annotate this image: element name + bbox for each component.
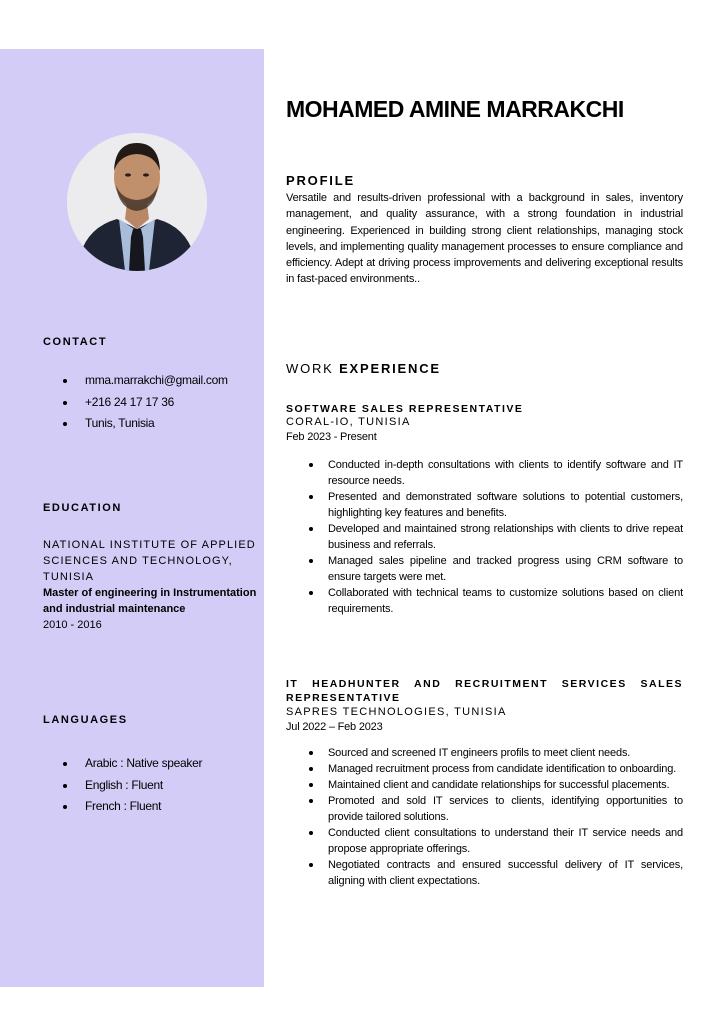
contact-heading: CONTACT — [43, 336, 108, 348]
location-item: Tunis, Tunisia — [63, 413, 228, 435]
job-dates: Jul 2022 – Feb 2023 — [286, 721, 383, 733]
language-item: English : Fluent — [63, 775, 202, 797]
job-bullet: Sourced and screened IT engineers profils to meet client needs. — [306, 745, 683, 761]
language-item: French : Fluent — [63, 796, 202, 818]
contact-list — [63, 370, 228, 435]
job-responsibilities — [306, 745, 683, 889]
work-heading-bold: EXPERIENCE — [339, 361, 441, 376]
job-company: CORAL-IO, TUNISIA — [286, 416, 411, 428]
email-item: mma.marrakchi@gmail.com — [63, 370, 228, 392]
candidate-name: MOHAMED AMINE MARRAKCHI — [286, 96, 624, 122]
work-heading-light: WORK — [286, 361, 334, 376]
profile-summary: Versatile and results-driven professional with a background in sales, inventory management, and quality assurance, with a strong foundation in industrial engineering. Experienced in building strong client relationships, managing stock levels, and implementing quality management processes to ensure compliance and efficiency. Adept at driving process improvements and delivering exceptional results in fast-paced environments.. — [286, 192, 683, 286]
languages-heading: LANGUAGES — [43, 714, 128, 726]
phone-item: +216 24 17 17 36 — [63, 392, 228, 414]
job-bullet: Conducted client consultations to understand their IT service needs and propose appropriate offerings. — [306, 825, 683, 857]
work-experience-heading — [286, 361, 441, 376]
job-bullet: Managed sales pipeline and tracked progress using CRM software to ensure targets were met. — [306, 553, 683, 585]
job-dates: Feb 2023 - Present — [286, 431, 377, 443]
job-company: SAPRES TECHNOLOGIES, TUNISIA — [286, 706, 507, 718]
education-institution: NATIONAL INSTITUTE OF APPLIED SCIENCES AND TECHNOLOGY, TUNISIA — [43, 539, 256, 583]
job-bullet: Conducted in-depth consultations with clients to identify software and IT resource needs. — [306, 457, 683, 489]
education-degree: Master of engineering in Instrumentation and industrial maintenance — [43, 587, 257, 615]
sidebar — [0, 49, 264, 987]
job-bullet: Collaborated with technical teams to customize solutions based on client requirements. — [306, 585, 683, 617]
profile-heading: PROFILE — [286, 173, 355, 188]
education-heading: EDUCATION — [43, 502, 122, 514]
job-title: SOFTWARE SALES REPRESENTATIVE — [286, 403, 524, 415]
job-responsibilities — [306, 457, 683, 617]
languages-list — [63, 753, 202, 818]
job-bullet: Developed and maintained strong relationships with clients to drive repeat business and referrals. — [306, 521, 683, 553]
job-bullet: Managed recruitment process from candidate identification to onboarding. — [306, 761, 683, 777]
education-years: 2010 - 2016 — [43, 619, 102, 631]
job-bullet: Maintained client and candidate relationships for successful placements. — [306, 777, 683, 793]
job-bullet: Promoted and sold IT services to clients, identifying opportunities to provide tailored solutions. — [306, 793, 683, 825]
language-item: Arabic : Native speaker — [63, 753, 202, 775]
education-block — [43, 537, 258, 633]
avatar — [67, 133, 207, 271]
job-bullet: Negotiated contracts and ensured successful delivery of IT services, aligning with client expectations. — [306, 857, 683, 889]
job-bullet: Presented and demonstrated software solutions to potential customers, highlighting key features and benefits. — [306, 489, 683, 521]
profile-photo-image — [67, 133, 207, 271]
job-title: IT HEADHUNTER AND RECRUITMENT SERVICES SALES REPRESENTATIVE — [286, 678, 683, 704]
